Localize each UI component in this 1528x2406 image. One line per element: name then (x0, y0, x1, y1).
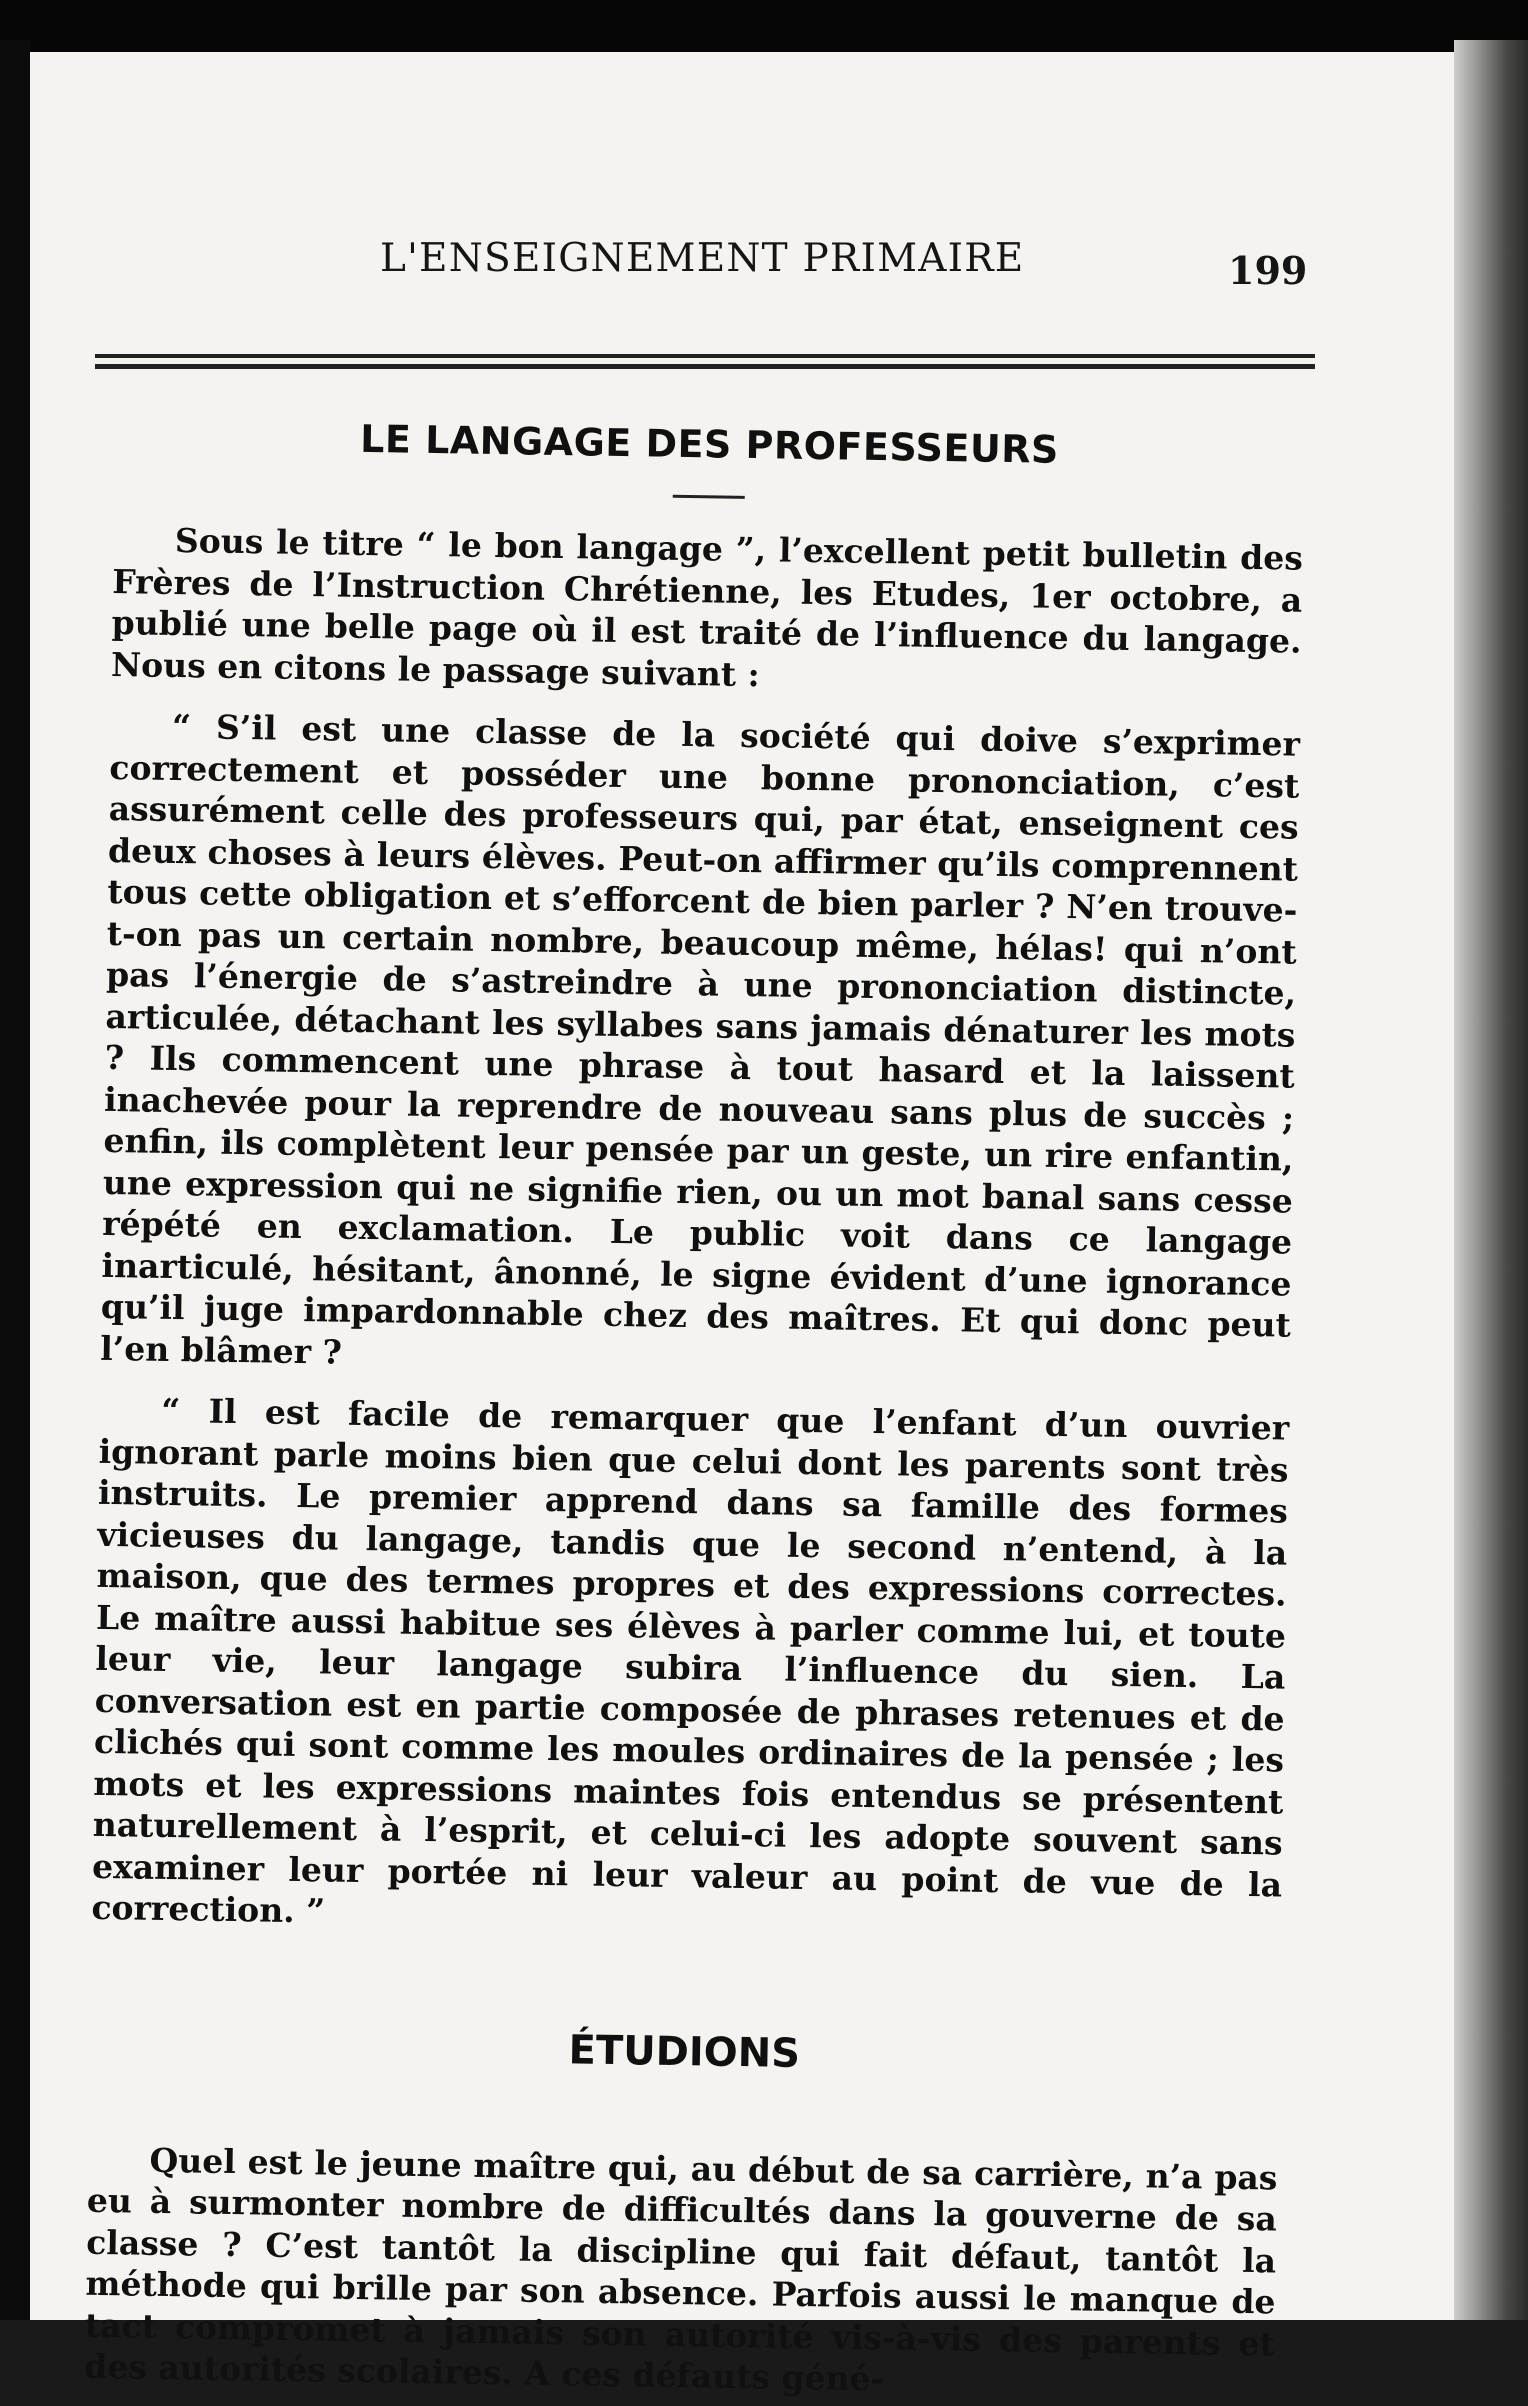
header-rule-thick (95, 364, 1315, 369)
scan-left-border (0, 40, 30, 2320)
intro-paragraph: Sous le titre “ le bon langage ”, l’excellent petit bulletin des Frères de l’Instruction Chrétienne, les Etudes, 1er octobre, a publié une belle page où il est traité de l’influence du langage. Nous en citons le passage suivant : (110, 520, 1304, 694)
article-title: LE LANGAGE DES PROFESSEURS (359, 416, 1060, 472)
section-paragraph: Quel est le jeune maître qui, au début de sa carrière, n’a pas eu à surmonter nombre de difficultés dans la gouverne de sa classe ? C’est tantôt la discipline qui fait défaut, tantôt la méthode qui brille par son absence. Parfois aussi le manque de tact compromet à jamais son autorité vis-à-vis des parents et des autorités scolaires. A ces défauts géné- (83, 2140, 1278, 2399)
title-separator (673, 495, 745, 499)
section-title: ÉTUDIONS (568, 2026, 801, 2077)
page-number: 199 (1228, 248, 1308, 293)
book-page (30, 52, 1458, 2399)
page-body (84, 412, 1305, 2406)
quote-paragraph-1: “ S’il est une classe de la société qui doive s’exprimer correctement et posséder une bonne prononciation, c’est assurément celle des professeurs qui, par état, enseignent ces deux choses à leurs élèves. Peut-on affirmer qu’ils comprennent tous cette obligation et s’efforcent de bien parler ? N’en trouve-t-on pas un certain nombre, beaucoup même, hélas! qui n’ont pas l’énergie de s’astreindre à une prononciation distincte, articulée, détachant les syllabes sans jamais dénaturer les mots ? Ils commencent une phrase à tout hasard et la laissent inachevée pour la reprendre de nouveau sans plus de succès ; enfin, ils complètent leur pensée par un geste, un rire enfantin, une expression qui ne signifie rien, ou un mot banal sans cesse répété en exclamation. Le public voit dans ce langage inarticulé, hésitant, ânonné, le signe évident d’une ignorance qu’il juge impardonnable chez des maîtres. Et qui donc peut l’en blâmer ? (99, 706, 1301, 1372)
scan-right-edge (1454, 40, 1528, 2320)
header-rule-thin (95, 354, 1315, 358)
running-header: L'ENSEIGNEMENT PRIMAIRE (380, 236, 1025, 281)
quote-paragraph-2: “ Il est facile de remarquer que l’enfant d’un ouvrier ignorant parle moins bien que celui dont les parents sont très instruits. Le premier apprend dans sa famille des formes vicieuses du langage, tandis que le second n’entend, à la maison, que des termes propres et des expressions correctes. Le maître aussi habitue ses élèves à parler comme lui, et toute leur vie, leur langage subira l’influence du sien. La conversation est en partie composée de phrases retenues et de clichés qui sont comme les moules ordinaires de la pensée ; les mots et les expressions maintes fois entendus se présentent naturellement à l’esprit, et celui-ci les adopte souvent sans examiner leur portée ni leur valeur au point de vue de la correction. ” (91, 1390, 1290, 1931)
